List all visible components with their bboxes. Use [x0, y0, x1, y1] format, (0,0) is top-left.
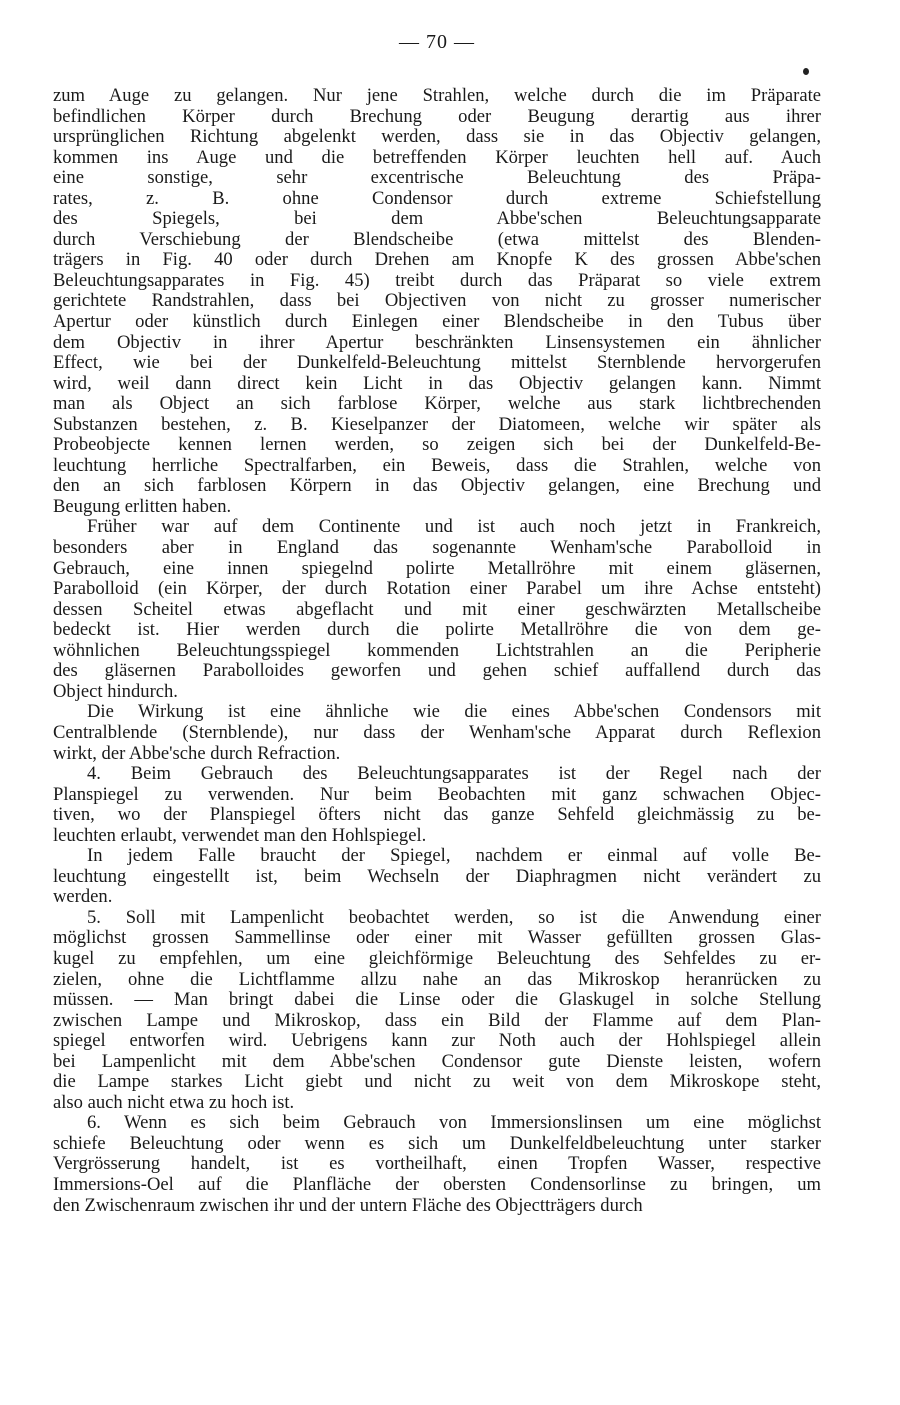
- text-line: dem Objectiv in ihrer Apertur beschränkten Linsensystemen ein ähnlicher: [53, 331, 821, 353]
- text-line: spiegel entworfen wird. Uebrigens kann zur Noth auch der Hohlspiegel allein: [53, 1030, 821, 1052]
- text-line: In jedem Falle braucht der Spiegel, nachdem er einmal auf volle Be-: [87, 845, 821, 867]
- text-line: Beugung erlitten haben.: [53, 495, 232, 517]
- text-line: gerichtete Randstrahlen, dass bei Objectiven von nicht zu grosser numerischer: [53, 290, 821, 312]
- text-line: schiefe Beleuchtung oder wenn es sich um Dunkelfeldbeleuchtung unter starker: [53, 1132, 821, 1154]
- paragraph-p5: [53, 846, 821, 908]
- text-line: Vergrösserung handelt, ist es vortheilhaft, einen Tropfen Wasser, respective: [53, 1153, 821, 1175]
- text-line: zielen, ohne die Lichtflamme allzu nahe an das Mikroskop heranrücken zu: [53, 968, 821, 990]
- text-line: zum Auge zu gelangen. Nur jene Strahlen, welche durch die im Präparate: [53, 85, 821, 106]
- text-line: bei Lampenlicht mit dem Abbe'schen Condensor gute Dienste leisten, wofern: [53, 1050, 821, 1072]
- page-number: — 70 —: [399, 31, 475, 53]
- text-line: Gebrauch, eine innen spiegelnd polirte Metallröhre mit einem gläsernen,: [53, 557, 821, 579]
- text-line: man als Object an sich farblose Körper, welche aus stark lichtbrechenden: [53, 393, 821, 415]
- text-line: Effect, wie bei der Dunkelfeld-Beleuchtung mittelst Sternblende hervorgerufen: [53, 352, 821, 374]
- text-line: rates, z. B. ohne Condensor durch extreme Schiefstellung: [53, 187, 821, 209]
- text-line: den Zwischenraum zwischen ihr und der untern Fläche des Objectträgers durch: [53, 1194, 643, 1216]
- text-line: trägers in Fig. 40 oder durch Drehen am Knopfe K des grossen Abbe'schen: [53, 249, 821, 271]
- text-line: kugel zu empfehlen, um eine gleichförmige Beleuchtung des Sehfeldes zu er-: [53, 947, 821, 969]
- text-line: tiven, wo der Planspiegel öfters nicht das ganze Sehfeld gleichmässig zu be-: [53, 804, 821, 826]
- text-line: besonders aber in England das sogenannte Wenham'sche Parabolloid in: [53, 537, 821, 559]
- text-line: befindlichen Körper durch Brechung oder Beugung derartig aus ihrer: [53, 105, 821, 127]
- text-line: leuchtung eingestellt ist, beim Wechseln der Diaphragmen nicht verändert zu: [53, 865, 821, 887]
- text-line: wöhnlichen Beleuchtungsspiegel kommenden Lichtstrahlen an die Peripherie: [53, 639, 821, 661]
- text-line: Die Wirkung ist eine ähnliche wie die eines Abbe'schen Condensors mit: [87, 701, 821, 723]
- text-line: Planspiegel zu verwenden. Nur beim Beobachten mit ganz schwachen Objec-: [53, 783, 821, 805]
- document-page: [53, 28, 821, 1216]
- text-body: [53, 86, 821, 1216]
- text-line: 4. Beim Gebrauch des Beleuchtungsapparates ist der Regel nach der: [87, 763, 821, 785]
- text-line: zwischen Lampe und Mikroskop, dass ein Bild der Flamme auf dem Plan-: [53, 1009, 821, 1031]
- text-line: wirkt, der Abbe'sche durch Refraction.: [53, 742, 341, 764]
- text-line: 5. Soll mit Lampenlicht beobachtet werden, so ist die Anwendung einer: [87, 906, 821, 928]
- text-line: durch Verschiebung der Blendscheibe (etwa mittelst des Blenden-: [53, 228, 821, 250]
- text-line: bedeckt ist. Hier werden durch die polirte Metallröhre die von dem ge-: [53, 619, 821, 641]
- text-line: eine sonstige, sehr excentrische Beleuchtung des Präpa-: [53, 167, 821, 189]
- paragraph-p4: [53, 764, 821, 846]
- paragraph-p7: [53, 1113, 821, 1216]
- text-line: Probeobjecte kennen lernen werden, so zeigen sich bei der Dunkelfeld-Be-: [53, 434, 821, 456]
- text-line: leuchten erlaubt, verwendet man den Hohlspiegel.: [53, 824, 427, 846]
- text-line: wird, weil dann direct kein Licht in das Objectiv gelangen kann. Nimmt: [53, 372, 821, 394]
- text-line: des Spiegels, bei dem Abbe'schen Beleuchtungsapparate: [53, 208, 821, 230]
- text-line: also auch nicht etwa zu hoch ist.: [53, 1091, 295, 1113]
- text-line: Apertur oder künstlich durch Einlegen einer Blendscheibe in den Tubus über: [53, 311, 821, 333]
- paragraph-p3: [53, 702, 821, 764]
- text-line: Früher war auf dem Continente und ist auch noch jetzt in Frankreich,: [87, 516, 821, 538]
- text-line: leuchtung herrliche Spectralfarben, ein Beweis, dass die Strahlen, welche von: [53, 454, 821, 476]
- text-line: kommen ins Auge und die betreffenden Körper leuchten hell auf. Auch: [53, 146, 821, 168]
- text-line: Beleuchtungsapparates in Fig. 45) treibt durch das Präparat so viele extrem: [53, 269, 821, 291]
- text-line: Substanzen bestehen, z. B. Kieselpanzer der Diatomeen, welche wir später als: [53, 413, 821, 435]
- text-line: werden.: [53, 886, 113, 908]
- text-line: Centralblende (Sternblende), nur dass der Wenham'sche Apparat durch Reflexion: [53, 721, 821, 743]
- paragraph-p6: [53, 908, 821, 1113]
- text-line: müssen. — Man bringt dabei die Linse oder die Glaskugel in solche Stellung: [53, 989, 821, 1011]
- text-line: die Lampe starkes Licht giebt und nicht zu weit von dem Mikroskope steht,: [53, 1071, 821, 1093]
- text-line: Parabolloid (ein Körper, der durch Rotation einer Parabel um ihre Achse entsteht): [53, 578, 821, 600]
- text-line: ursprünglichen Richtung abgelenkt werden, dass sie in das Objectiv gelangen,: [53, 126, 821, 148]
- text-line: dessen Scheitel etwas abgeflacht und mit einer geschwärzten Metallscheibe: [53, 598, 821, 620]
- text-line: des gläsernen Parabolloides geworfen und gehen schief auffallend durch das: [53, 660, 821, 682]
- text-line: 6. Wenn es sich beim Gebrauch von Immersionslinsen um eine möglichst: [87, 1112, 821, 1134]
- paragraph-p2: [53, 517, 821, 702]
- text-line: Immersions-Oel auf die Planfläche der obersten Condensorlinse zu bringen, um: [53, 1173, 821, 1195]
- paragraph-p1: [53, 86, 821, 517]
- text-line: Object hindurch.: [53, 680, 178, 702]
- text-line: möglichst grossen Sammellinse oder einer mit Wasser gefüllten grossen Glas-: [53, 927, 821, 949]
- text-line: den an sich farblosen Körpern in das Objectiv gelangen, eine Brechung und: [53, 475, 821, 497]
